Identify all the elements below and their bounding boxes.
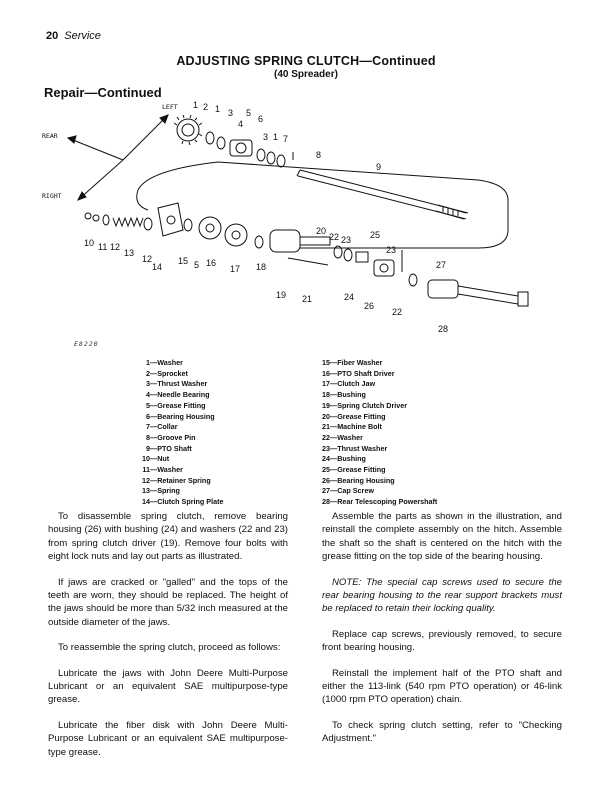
parts-list-item: 24—Bushing <box>322 454 366 464</box>
callout: 25 <box>370 230 381 240</box>
washer <box>409 274 417 286</box>
direction-label-right: RIGHT <box>42 192 62 200</box>
callout: 24 <box>344 292 355 302</box>
parts-list-item: 9—PTO Shaft <box>146 443 192 453</box>
retainer-spring <box>103 215 109 225</box>
thrust-washer <box>344 249 352 261</box>
callout: 13 <box>124 248 135 258</box>
washer <box>93 215 99 221</box>
callout: 12 <box>110 242 121 252</box>
paragraph: To disassemble spring clutch, remove bearing housing (26) with bushing (24) and washers (22 and 23) from spring clutch driver (19). Remove four bolts with eight lock nuts and lay out parts as illustrated. <box>48 511 288 563</box>
callout: 18 <box>256 262 267 272</box>
page-title: ADJUSTING SPRING CLUTCH—Continued <box>176 54 436 68</box>
direction-label-left: LEFT <box>162 103 178 111</box>
callout: 22 <box>329 232 340 242</box>
parts-list-item: 13—Spring <box>142 486 180 496</box>
nut <box>85 213 91 219</box>
callout: 17 <box>230 264 241 274</box>
bearing-housing <box>230 140 252 156</box>
section-name: Service <box>64 30 101 42</box>
parts-list-item: 25—Grease Fitting <box>322 465 386 475</box>
callout: 12 <box>142 254 153 264</box>
parts-list-item: 12—Retainer Spring <box>142 475 211 485</box>
clutch-spring-plate <box>158 203 183 236</box>
callout: 23 <box>341 235 352 245</box>
parts-list-item: 7—Collar <box>146 422 178 432</box>
callout: 7 <box>283 134 289 144</box>
washer <box>267 152 275 164</box>
parts-list-item: 4—Needle Bearing <box>146 390 210 400</box>
note-paragraph: NOTE: The special cap screws used to secure the rear bearing housing to the rear support brackets must be replaced to retain their locking quality. <box>322 576 562 615</box>
figure-code: E8220 <box>74 340 99 348</box>
callout: 3 <box>263 132 269 142</box>
callout: 19 <box>276 290 287 300</box>
parts-list-item: 28—Rear Telescoping Powershaft <box>322 497 438 507</box>
callout: 1 <box>215 104 221 114</box>
retainer-spring <box>144 218 152 230</box>
bushing <box>356 252 368 262</box>
callout: 27 <box>436 260 447 270</box>
machine-bolt <box>288 258 328 265</box>
bushing <box>255 236 263 248</box>
parts-list-item: 18—Bushing <box>322 390 366 400</box>
callout: 26 <box>364 301 375 311</box>
paragraph: If jaws are cracked or "galled" and the tops of the teeth are worn, they should be replaced. The height of the jaws should be more than 5/32 inch measured at the outside diameter of the jaws. <box>48 576 288 628</box>
assembly-outline-end <box>137 190 148 210</box>
parts-list-item: 19—Spring Clutch Driver <box>322 400 408 410</box>
parts-list-item: 26—Bearing Housing <box>322 475 395 485</box>
callout: 15 <box>178 256 189 266</box>
callout: 2 <box>203 102 209 112</box>
paragraph: Lubricate the jaws with John Deere Multi-Purpose Lubricant or an equivalent SAE multipurpose-type grease. <box>48 667 288 706</box>
arrowhead <box>68 136 76 143</box>
direction-arrow-left <box>123 115 168 160</box>
callout: 14 <box>152 262 163 272</box>
callout: 20 <box>316 226 327 236</box>
parts-list-left <box>130 358 223 508</box>
callout-labels <box>84 100 448 334</box>
callout: 23 <box>386 245 397 255</box>
callout: 5 <box>246 108 252 118</box>
parts-list-item: 21—Machine Bolt <box>322 422 382 432</box>
paragraph: Lubricate the fiber disk with John Deere Multi-Purpose Lubricant or an equivalent SAE multipurpose-type grease. <box>48 719 288 758</box>
parts-list-item: 11—Washer <box>142 465 183 475</box>
parts-list-item: 16—PTO Shaft Driver <box>322 368 395 378</box>
parts-list-item: 5—Grease Fitting <box>146 400 206 410</box>
callout: 28 <box>438 324 449 334</box>
exploded-parts-diagram <box>38 100 578 360</box>
paragraph: To check spring clutch setting, refer to "Checking Adjustment." <box>322 719 562 745</box>
direction-arrow-right <box>78 160 123 200</box>
thrust-washer <box>257 149 265 161</box>
paragraph: Reinstall the implement half of the PTO shaft and either the 113-link (540 rpm PTO operation) or 46-link (1000 rpm PTO operation) chain. <box>322 667 562 706</box>
parts-list-item: 1—Washer <box>146 358 183 367</box>
pto-shaft-driver <box>199 217 221 239</box>
callout: 11 <box>98 242 108 252</box>
callout: 21 <box>302 294 313 304</box>
paragraph: Replace cap screws, previously removed, to secure front bearing housing. <box>322 628 562 654</box>
callout: 1 <box>193 100 199 110</box>
fiber-washer <box>184 219 192 231</box>
callout: 10 <box>84 238 95 248</box>
left-text-column <box>48 510 288 771</box>
parts-list-item: 3—Thrust Washer <box>146 379 208 389</box>
parts-list-item: 6—Bearing Housing <box>146 411 215 421</box>
parts-list-item: 8—Groove Pin <box>146 432 196 442</box>
callout: 8 <box>316 150 322 160</box>
callout: 1 <box>273 132 279 142</box>
thrust-washer <box>206 132 214 144</box>
parts-list-item: 20—Grease Fitting <box>322 411 386 421</box>
callout: 9 <box>376 162 382 172</box>
callout: 22 <box>392 307 403 317</box>
section-heading: Repair—Continued <box>44 85 162 100</box>
callout: 16 <box>206 258 217 268</box>
parts-list-right <box>310 358 437 508</box>
direction-arrow-rear <box>68 138 123 160</box>
parts-list-item: 10—Nut <box>142 454 170 464</box>
direction-label-rear: REAR <box>42 132 58 140</box>
parts-list-item: 27—Cap Screw <box>322 486 374 496</box>
callout: 5 <box>194 260 200 270</box>
parts-list-item: 17—Clutch Jaw <box>322 379 376 389</box>
parts-list-item: 14—Clutch Spring Plate <box>142 497 224 507</box>
clutch-jaw <box>225 224 247 246</box>
parts-list-item: 15—Fiber Washer <box>322 358 383 367</box>
paragraph: To reassemble the spring clutch, proceed as follows: <box>58 642 281 654</box>
callout: 4 <box>238 119 244 129</box>
spring <box>113 218 143 226</box>
collar <box>277 155 285 167</box>
paragraph: Assemble the parts as shown in the illustration, and reinstall the complete assembly on the hitch. Assemble the shaft so the shaft is centered on the hitch with the grease fitting on the top side of the bearing housing. <box>322 511 562 563</box>
rear-telescoping-powershaft <box>428 280 528 306</box>
page-number: 20 <box>46 30 59 42</box>
parts-list-item: 2—Sprocket <box>146 368 188 378</box>
parts-list-item: 23—Thrust Washer <box>322 443 388 453</box>
page-subtitle: (40 Spreader) <box>274 69 338 80</box>
sprocket <box>174 115 202 145</box>
parts-list-item: 22—Washer <box>322 432 363 442</box>
callout: 6 <box>258 114 264 124</box>
callout: 3 <box>228 108 234 118</box>
page-header <box>46 30 101 42</box>
needle-bearing <box>217 137 225 149</box>
bearing-housing-rear <box>374 260 394 276</box>
arrowhead <box>78 192 86 200</box>
right-text-column <box>322 510 562 758</box>
